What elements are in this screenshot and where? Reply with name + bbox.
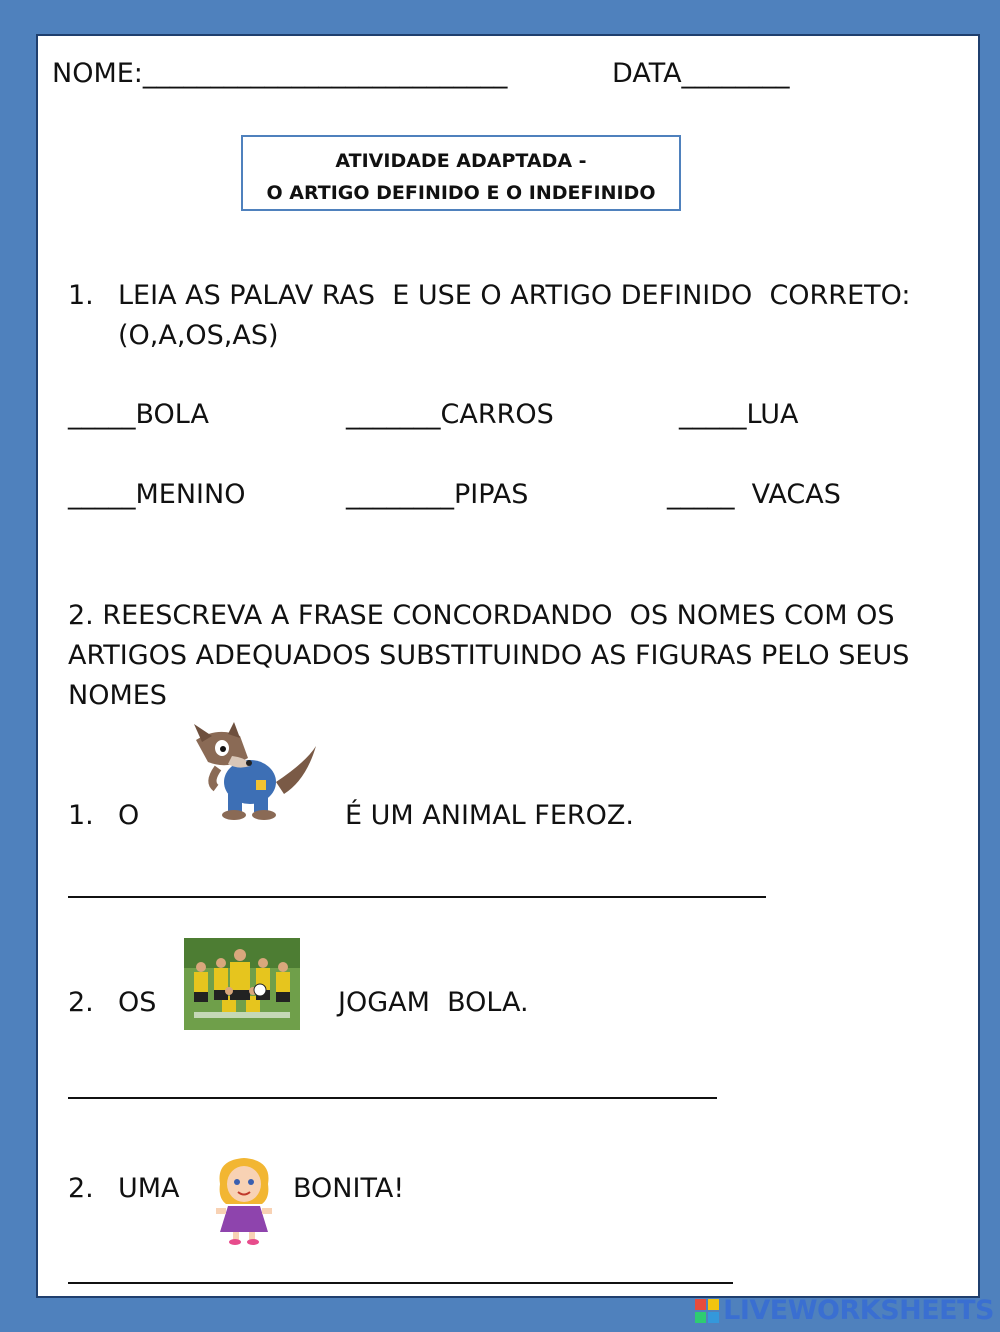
logo-text: LIVEWORKSHEETS <box>723 1295 994 1326</box>
q2-item-2-before: OS <box>118 987 157 1018</box>
word-blank-lua: _____LUA <box>679 399 799 430</box>
q2-item-1-before: O <box>118 800 140 831</box>
q2-item-2-after: JOGAM BOLA. <box>338 987 529 1018</box>
answer-line-2 <box>68 1097 717 1099</box>
q1-instruction-line-1: LEIA AS PALAV RAS E USE O ARTIGO DEFINIDO CORRETO: <box>118 280 911 311</box>
word-blank-bola: _____BOLA <box>68 399 209 430</box>
q1-number: 1. <box>68 280 94 311</box>
title-box <box>241 135 681 211</box>
word-blank-vacas: _____ VACAS <box>667 479 841 510</box>
date-field-label: DATA________ <box>612 58 790 89</box>
name-field-label: NOME:___________________________ <box>52 58 508 89</box>
wolf-image <box>188 722 318 820</box>
word-blank-menino: _____MENINO <box>68 479 246 510</box>
live-badge-icon <box>695 1299 719 1323</box>
q1-instruction-line-2: (O,A,OS,AS) <box>118 320 279 351</box>
girl-image <box>214 1154 274 1246</box>
word-blank-pipas: ________PIPAS <box>346 479 529 510</box>
q2-instruction-line-3: NOMES <box>68 680 167 711</box>
q2-instruction-line-1: 2. REESCREVA A FRASE CONCORDANDO OS NOMES COM OS <box>68 600 895 631</box>
liveworksheets-logo <box>695 1295 994 1326</box>
q2-instruction-line-2: ARTIGOS ADEQUADOS SUBSTITUINDO AS FIGURAS PELO SEUS <box>68 640 910 671</box>
answer-line-3 <box>68 1282 733 1284</box>
q2-item-1-number: 1. <box>68 800 94 831</box>
answer-line-1 <box>68 896 766 898</box>
q2-item-1-after: É UM ANIMAL FEROZ. <box>345 800 634 831</box>
word-blank-carros: _______CARROS <box>346 399 554 430</box>
q2-item-2-number: 2. <box>68 987 94 1018</box>
q2-item-3-number: 2. <box>68 1173 94 1204</box>
title-line-2: O ARTIGO DEFINIDO E O INDEFINIDO <box>266 182 656 204</box>
soccer-team-image <box>184 938 300 1030</box>
title-line-1: ATIVIDADE ADAPTADA - <box>335 150 587 172</box>
q2-item-3-after: BONITA! <box>293 1173 405 1204</box>
q2-item-3-before: UMA <box>118 1173 180 1204</box>
